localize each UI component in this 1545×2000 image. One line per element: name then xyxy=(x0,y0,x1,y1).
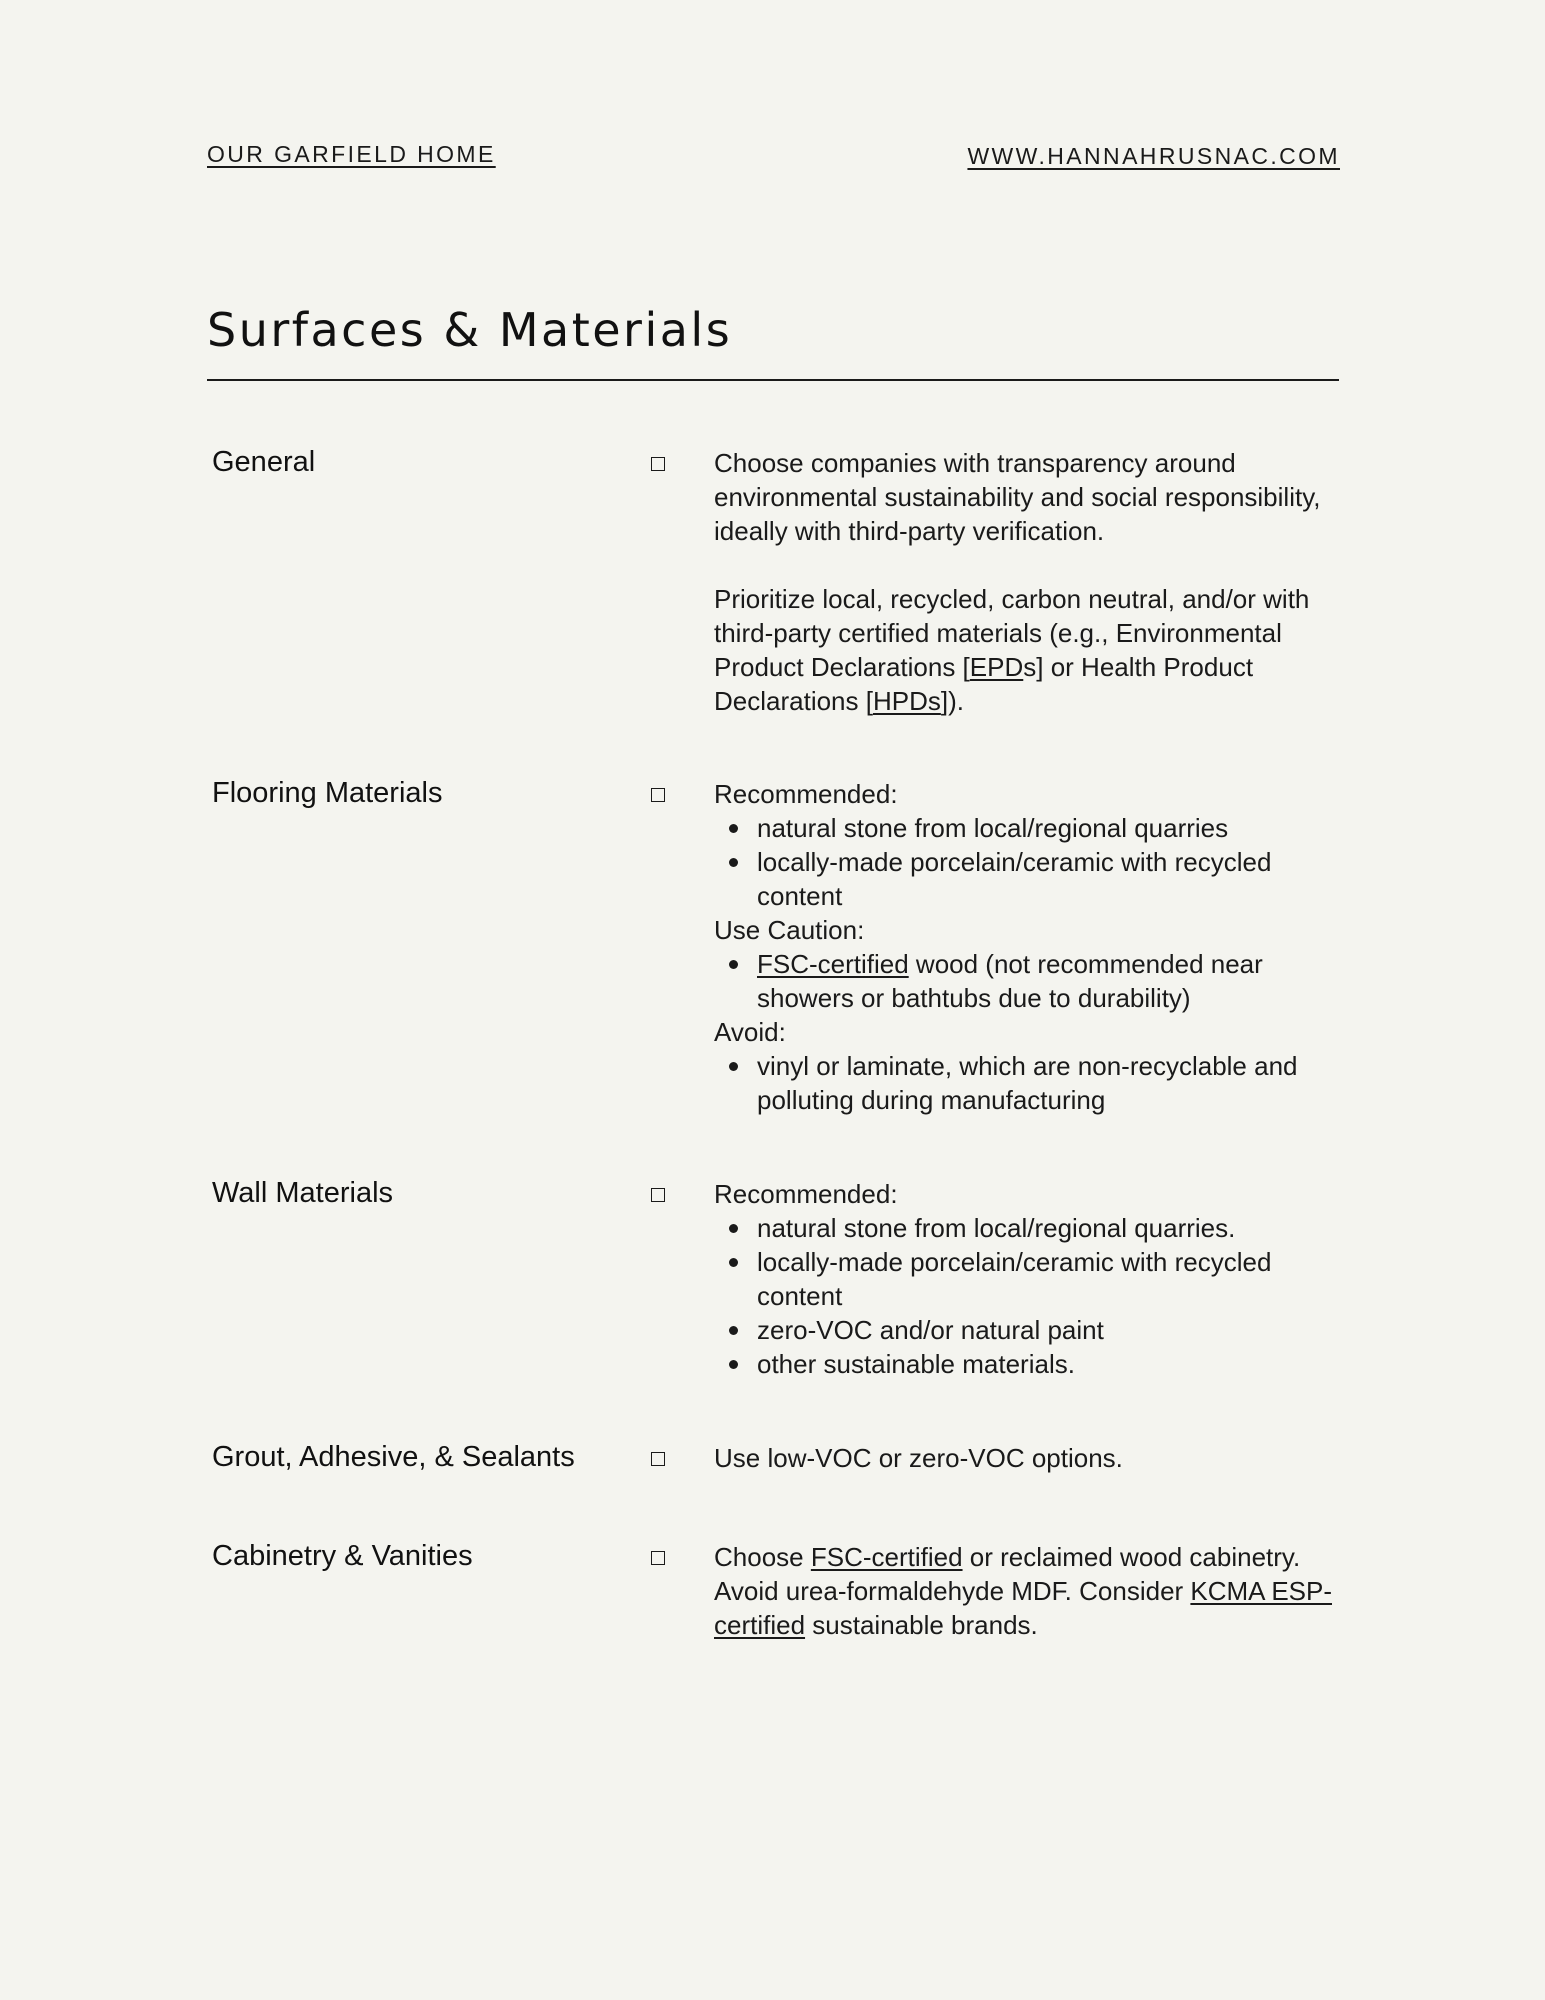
grout-text: Use low-VOC or zero-VOC options. xyxy=(714,1443,1123,1473)
general-paragraph-2-text: Prioritize local, recycled, carbon neutral, and/or with third-party certified materials (e.g., Environmental Product Declarations [ xyxy=(714,584,1310,682)
cabinetry-text-part: Choose xyxy=(714,1542,811,1572)
section-label-cabinetry: Cabinetry & Vanities xyxy=(212,1540,473,1572)
cabinetry-text xyxy=(714,1540,1354,1642)
list-item: natural stone from local/regional quarries. xyxy=(714,1211,1354,1245)
flooring-avoid-list xyxy=(714,1049,1354,1117)
checkbox-grout[interactable] xyxy=(651,1452,665,1466)
list-item xyxy=(714,947,1354,1015)
checkbox-wall[interactable] xyxy=(651,1188,665,1202)
general-paragraph-1: Choose companies with transparency around environmental sustainability and social responsibility, ideally with third-party verification. xyxy=(714,448,1321,546)
epd-link[interactable]: EPD xyxy=(969,652,1024,682)
header-site-title-link[interactable]: OUR GARFIELD HOME xyxy=(207,141,496,167)
list-item: locally-made porcelain/ceramic with recycled content xyxy=(714,845,1354,913)
list-item: other sustainable materials. xyxy=(714,1347,1354,1381)
kcma-esp-certified-link[interactable]: KCMA ESP-certified xyxy=(714,1576,1332,1640)
checkbox-general[interactable] xyxy=(651,457,665,471)
list-item: locally-made porcelain/ceramic with recycled content xyxy=(714,1245,1354,1313)
fsc-certified-link[interactable]: FSC-certified xyxy=(757,949,909,979)
section-body-cabinetry xyxy=(714,1540,1354,1642)
flooring-recommended-heading: Recommended: xyxy=(714,779,898,809)
cabinetry-fsc-certified-link[interactable]: FSC-certified xyxy=(810,1542,963,1572)
flooring-caution-text: wood (not recommended near showers or bathtubs due to durability) xyxy=(757,949,1263,1013)
flooring-caution-heading: Use Caution: xyxy=(714,915,865,945)
wall-recommended-heading: Recommended: xyxy=(714,1179,898,1209)
flooring-avoid-heading: Avoid: xyxy=(714,1017,786,1047)
page-title: Surfaces & Materials xyxy=(207,303,733,357)
section-body-wall xyxy=(714,1177,1354,1381)
section-body-grout xyxy=(714,1441,1354,1475)
section-label-general: General xyxy=(212,446,316,478)
list-item: natural stone from local/regional quarries xyxy=(714,811,1354,845)
section-label-flooring: Flooring Materials xyxy=(212,777,443,809)
section-label-grout: Grout, Adhesive, & Sealants xyxy=(212,1441,575,1473)
general-paragraph-2-text: ]). xyxy=(940,686,964,716)
section-body-flooring xyxy=(714,777,1354,1117)
header-website-link[interactable]: WWW.HANNAHRUSNAC.COM xyxy=(967,143,1340,169)
checkbox-flooring[interactable] xyxy=(651,788,665,802)
general-paragraph-2-text: s] or Health Product Declarations [ xyxy=(714,652,1254,716)
section-body-general xyxy=(714,446,1354,718)
cabinetry-text-part: or reclaimed wood cabinetry. Avoid urea-formaldehyde MDF. Consider xyxy=(714,1542,1301,1606)
list-item: zero-VOC and/or natural paint xyxy=(714,1313,1354,1347)
cabinetry-text-part: sustainable brands. xyxy=(805,1610,1038,1640)
flooring-caution-list xyxy=(714,947,1354,1015)
checkbox-cabinetry[interactable] xyxy=(651,1551,665,1565)
general-paragraph-2 xyxy=(714,582,1354,718)
flooring-recommended-list xyxy=(714,811,1354,913)
section-label-wall: Wall Materials xyxy=(212,1177,394,1209)
title-divider xyxy=(207,379,1339,381)
list-item: vinyl or laminate, which are non-recyclable and polluting during manufacturing xyxy=(714,1049,1354,1117)
wall-recommended-list xyxy=(714,1211,1354,1381)
hpd-link[interactable]: HPDs xyxy=(872,686,941,716)
